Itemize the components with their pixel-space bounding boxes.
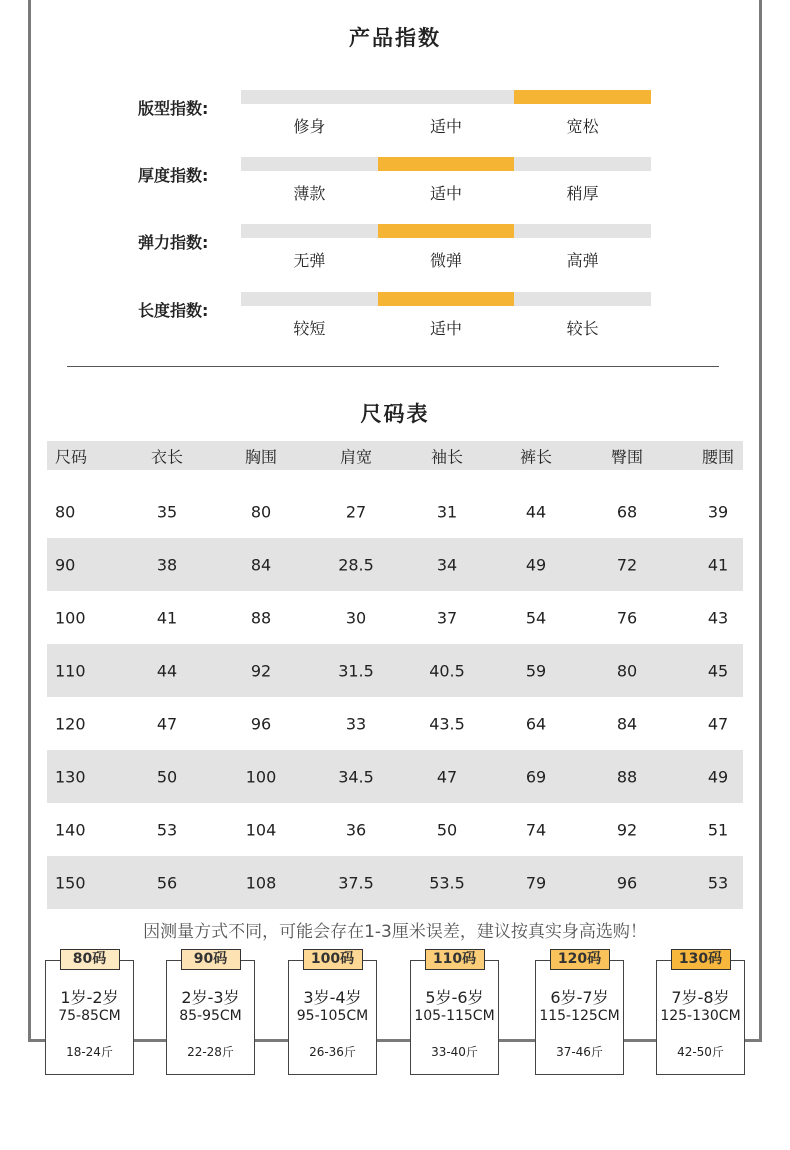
index-option: 高弹 bbox=[566, 251, 599, 270]
table-cell: 28.5 bbox=[338, 555, 374, 574]
table-cell: 72 bbox=[616, 555, 638, 574]
table-cell: 80 bbox=[55, 502, 76, 521]
table-cell: 37 bbox=[436, 608, 458, 627]
index-option: 修身 bbox=[293, 117, 326, 136]
size-card bbox=[166, 951, 255, 1075]
table-header-cell: 尺码 bbox=[55, 447, 88, 466]
table-header-cell: 衣长 bbox=[150, 447, 184, 466]
size-card-tag: 130码 bbox=[671, 949, 731, 970]
size-card-tag: 110码 bbox=[425, 949, 485, 970]
index-option: 适中 bbox=[429, 117, 462, 136]
table-row bbox=[47, 591, 743, 644]
table-cell: 88 bbox=[250, 608, 272, 627]
size-card-age: 6岁-7岁 bbox=[550, 988, 609, 1007]
table-row bbox=[47, 485, 743, 538]
table-cell: 54 bbox=[525, 608, 547, 627]
table-cell: 47 bbox=[156, 714, 178, 733]
table-cell: 31 bbox=[436, 502, 458, 521]
table-cell: 38 bbox=[156, 555, 178, 574]
size-card-weight: 37-46斤 bbox=[556, 1045, 603, 1059]
table-row bbox=[47, 803, 743, 856]
table-cell: 49 bbox=[707, 767, 729, 786]
table-cell: 36 bbox=[345, 820, 367, 839]
size-card-weight: 26-36斤 bbox=[309, 1045, 356, 1059]
size-card-weight: 18-24斤 bbox=[66, 1045, 113, 1059]
size-card bbox=[288, 951, 377, 1075]
table-cell: 41 bbox=[707, 555, 729, 574]
table-cell: 40.5 bbox=[429, 661, 465, 680]
size-card bbox=[535, 951, 624, 1075]
size-table-title: 尺码表 bbox=[360, 402, 430, 426]
table-cell: 74 bbox=[525, 820, 547, 839]
index-option: 宽松 bbox=[566, 117, 599, 136]
table-cell: 90 bbox=[55, 555, 76, 574]
table-cell: 34.5 bbox=[338, 767, 374, 786]
size-card-tag: 100码 bbox=[303, 949, 363, 970]
table-cell: 110 bbox=[55, 661, 86, 680]
table-cell: 47 bbox=[707, 714, 729, 733]
table-header-cell: 袖长 bbox=[430, 447, 464, 466]
table-cell: 49 bbox=[525, 555, 547, 574]
table-cell: 68 bbox=[616, 502, 638, 521]
size-card-age: 5岁-6岁 bbox=[425, 988, 484, 1007]
index-bar-selected-segment bbox=[378, 292, 515, 306]
size-card bbox=[656, 951, 745, 1075]
table-cell: 43 bbox=[707, 608, 729, 627]
size-card-tag: 120码 bbox=[550, 949, 610, 970]
table-header-cell: 裤长 bbox=[519, 447, 553, 466]
table-cell: 104 bbox=[245, 820, 277, 839]
table-cell: 53 bbox=[707, 873, 729, 892]
product-index-title: 产品指数 bbox=[349, 26, 441, 50]
table-cell: 51 bbox=[707, 820, 729, 839]
table-header-row bbox=[47, 441, 743, 470]
section-divider bbox=[67, 366, 719, 367]
index-option: 适中 bbox=[429, 319, 462, 338]
table-header-cell: 胸围 bbox=[244, 447, 278, 466]
table-cell: 53.5 bbox=[429, 873, 465, 892]
table-cell: 120 bbox=[55, 714, 86, 733]
table-cell: 80 bbox=[250, 502, 272, 521]
index-option: 较长 bbox=[566, 319, 599, 338]
table-cell: 30 bbox=[345, 608, 367, 627]
table-cell: 64 bbox=[525, 714, 547, 733]
table-cell: 50 bbox=[436, 820, 458, 839]
table-cell: 100 bbox=[55, 608, 86, 627]
table-cell: 43.5 bbox=[429, 714, 465, 733]
table-header-cell: 腰围 bbox=[701, 447, 735, 466]
table-row bbox=[47, 644, 743, 697]
index-bar-selected-segment bbox=[378, 157, 515, 171]
index-option: 适中 bbox=[429, 184, 462, 203]
table-cell: 50 bbox=[156, 767, 178, 786]
size-card-age: 7岁-8岁 bbox=[671, 988, 730, 1007]
size-card bbox=[410, 951, 499, 1075]
size-card-age: 1岁-2岁 bbox=[60, 988, 119, 1007]
table-cell: 27 bbox=[345, 502, 367, 521]
index-option: 稍厚 bbox=[566, 184, 599, 203]
table-cell: 80 bbox=[616, 661, 638, 680]
index-bar bbox=[241, 292, 651, 306]
table-cell: 96 bbox=[250, 714, 272, 733]
table-row bbox=[47, 538, 743, 591]
index-label: 弹力指数: bbox=[138, 233, 209, 252]
index-option: 微弹 bbox=[429, 251, 462, 270]
table-cell: 92 bbox=[616, 820, 638, 839]
index-label: 版型指数: bbox=[138, 99, 209, 118]
table-cell: 44 bbox=[525, 502, 547, 521]
table-header-cell: 肩宽 bbox=[339, 447, 373, 466]
size-card-height: 95-105CM bbox=[296, 1008, 369, 1024]
index-bar bbox=[241, 90, 651, 104]
table-cell: 47 bbox=[436, 767, 458, 786]
table-cell: 69 bbox=[525, 767, 547, 786]
table-cell: 84 bbox=[250, 555, 272, 574]
table-cell: 108 bbox=[245, 873, 277, 892]
table-cell: 92 bbox=[250, 661, 272, 680]
table-cell: 45 bbox=[707, 661, 729, 680]
table-cell: 79 bbox=[525, 873, 547, 892]
table-cell: 53 bbox=[156, 820, 178, 839]
table-cell: 100 bbox=[245, 767, 277, 786]
table-row bbox=[47, 750, 743, 803]
index-option: 无弹 bbox=[293, 251, 326, 270]
size-card-weight: 42-50斤 bbox=[677, 1045, 724, 1059]
table-cell: 84 bbox=[616, 714, 638, 733]
table-cell: 33 bbox=[345, 714, 367, 733]
index-option: 薄款 bbox=[293, 184, 326, 203]
index-bar bbox=[241, 157, 651, 171]
size-card bbox=[45, 951, 134, 1075]
size-card-age: 3岁-4岁 bbox=[303, 988, 362, 1007]
table-cell: 37.5 bbox=[338, 873, 374, 892]
table-cell: 39 bbox=[707, 502, 729, 521]
table-cell: 35 bbox=[156, 502, 178, 521]
table-row bbox=[47, 697, 743, 750]
size-card-tag: 90码 bbox=[181, 949, 241, 970]
index-option: 较短 bbox=[293, 319, 326, 338]
size-card-tag: 80码 bbox=[60, 949, 120, 970]
size-card-height: 115-125CM bbox=[539, 1008, 620, 1024]
table-cell: 88 bbox=[616, 767, 638, 786]
index-bar-selected-segment bbox=[378, 224, 515, 238]
size-card-height: 85-95CM bbox=[179, 1008, 242, 1024]
index-bar bbox=[241, 224, 651, 238]
size-card-weight: 22-28斤 bbox=[187, 1045, 234, 1059]
table-header-cell: 臀围 bbox=[610, 447, 644, 466]
index-bar-selected-segment bbox=[514, 90, 651, 104]
table-cell: 41 bbox=[156, 608, 178, 627]
table-cell: 140 bbox=[55, 820, 86, 839]
index-label: 厚度指数: bbox=[138, 166, 209, 185]
table-cell: 59 bbox=[525, 661, 547, 680]
table-cell: 56 bbox=[156, 873, 178, 892]
index-label: 长度指数: bbox=[138, 301, 209, 320]
size-card-height: 105-115CM bbox=[414, 1008, 495, 1024]
size-card-weight: 33-40斤 bbox=[431, 1045, 478, 1059]
table-cell: 44 bbox=[156, 661, 178, 680]
size-table bbox=[47, 441, 743, 909]
table-cell: 31.5 bbox=[338, 661, 374, 680]
table-cell: 96 bbox=[616, 873, 638, 892]
table-cell: 34 bbox=[436, 555, 458, 574]
table-row bbox=[47, 856, 743, 909]
table-cell: 130 bbox=[55, 767, 86, 786]
size-card-age: 2岁-3岁 bbox=[181, 988, 240, 1007]
size-card-height: 75-85CM bbox=[58, 1008, 121, 1024]
measurement-note: 因测量方式不同，可能会存在1-3厘米误差，建议按真实身高选购！ bbox=[143, 922, 647, 942]
table-cell: 76 bbox=[616, 608, 638, 627]
table-cell: 150 bbox=[55, 873, 86, 892]
size-card-height: 125-130CM bbox=[660, 1008, 741, 1024]
